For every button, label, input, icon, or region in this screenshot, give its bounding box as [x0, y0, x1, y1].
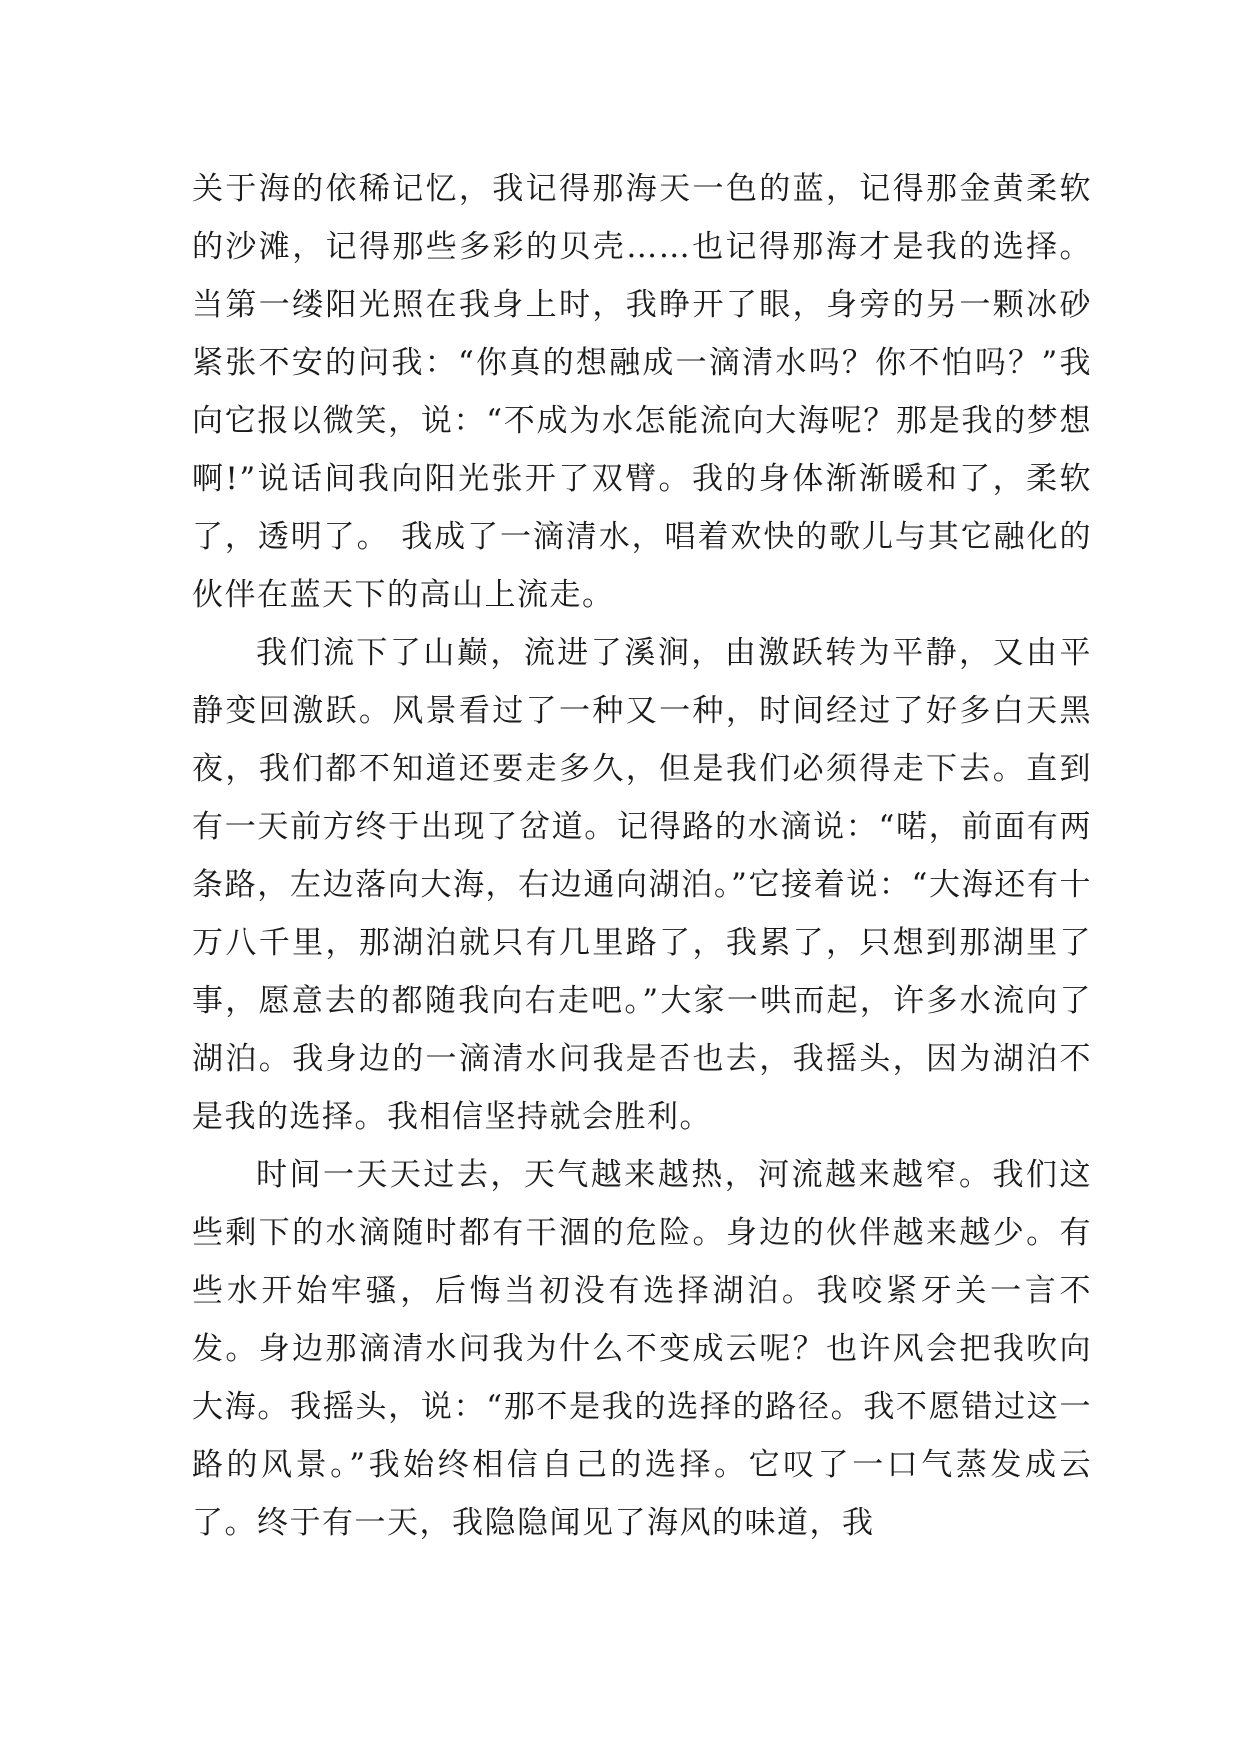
paragraph-2: 我们流下了山巅，流进了溪涧，由激跃转为平静，又由平静变回激跃。风景看过了一种又一种，时间经过了好多白天黑夜，我们都不知道还要走多久，但是我们必须得走下去。直到有一天前方终于出现了岔道。记得路的水滴说：“喏，前面有两条路，左边落向大海，右边通向湖泊。”它接着说：“大海还有十万八千里，那湖泊就只有几里路了，我累了，只想到那湖里了事，愿意去的都随我向右走吧。”大家一哄而起，许多水流向了湖泊。我身边的一滴清水问我是否也去，我摇头，因为湖泊不是我的选择。我相信坚持就会胜利。	[192, 635, 1092, 1135]
document-body	[192, 160, 1092, 1552]
paragraph-1: 关于海的依稀记忆，我记得那海天一色的蓝，记得那金黄柔软的沙滩，记得那些多彩的贝壳……也记得那海才是我的选择。 当第一缕阳光照在我身上时，我睁开了眼，身旁的另一颗冰砂紧张不安的问我：“你真的想融成一滴清水吗？你不怕吗？”我向它报以微笑，说：“不成为水怎能流向大海呢？那是我的梦想啊!”说话间我向阳光张开了双臂。我的身体渐渐暖和了，柔软了，透明了。 我成了一滴清水，唱着欢快的歌儿与其它融化的伙伴在蓝天下的高山上流走。	[192, 171, 1092, 613]
paragraph-3: 时间一天天过去，天气越来越热，河流越来越窄。我们这些剩下的水滴随时都有干涸的危险。身边的伙伴越来越少。有些水开始牢骚，后悔当初没有选择湖泊。我咬紧牙关一言不发。身边那滴清水问我为什么不变成云呢？也许风会把我吹向大海。我摇头，说：“那不是我的选择的路径。我不愿错过这一路的风景。”我始终相信自己的选择。它叹了一口气蒸发成云了。终于有一天，我隐隐闻见了海风的味道，我	[192, 1157, 1092, 1541]
